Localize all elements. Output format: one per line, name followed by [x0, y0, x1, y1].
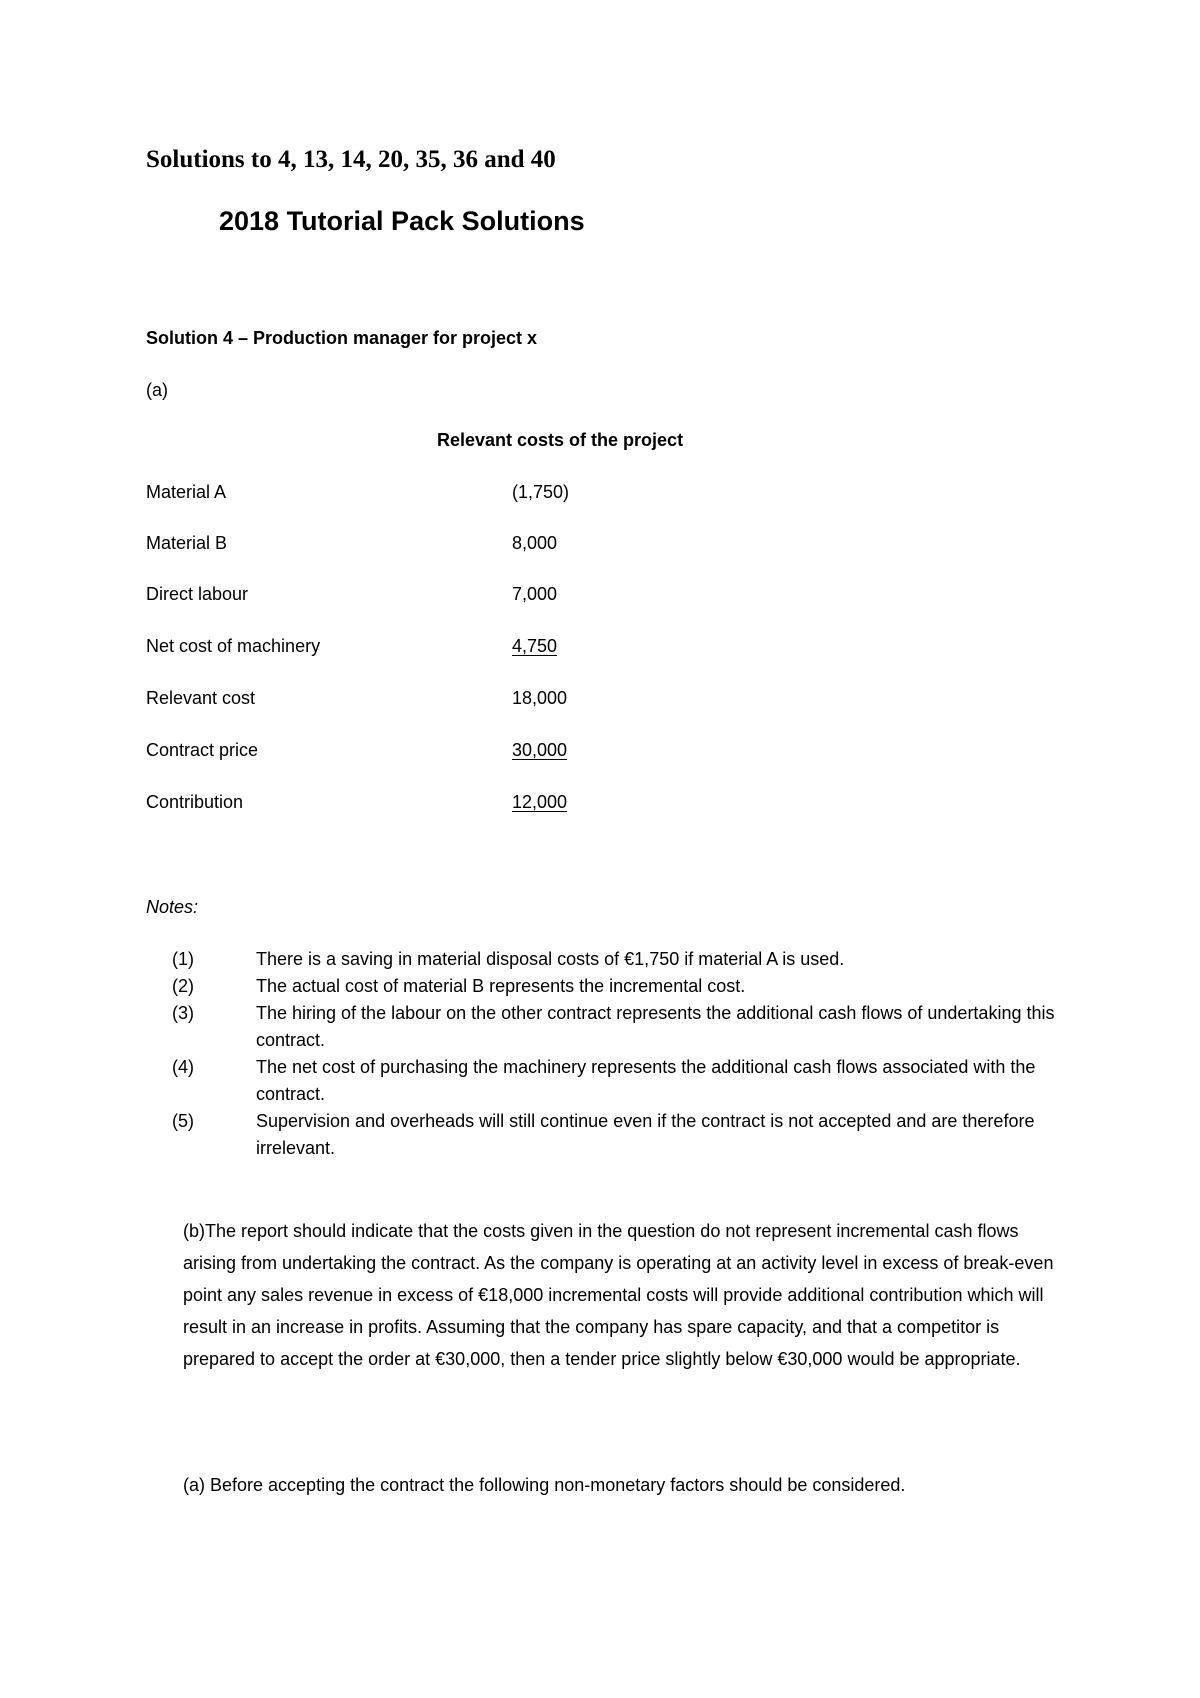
note-item	[172, 1000, 1072, 1054]
non-monetary-factors-intro: (a) Before accepting the contract the following non-monetary factors should be considered.	[183, 1475, 906, 1495]
cost-row-label: Net cost of machinery	[146, 636, 321, 656]
note-item	[172, 973, 1072, 1000]
note-text: The net cost of purchasing the machinery represents the additional cash flows associated with the contract.	[256, 1057, 1036, 1104]
document-heading: Solutions to 4, 13, 14, 20, 35, 36 and 40	[146, 146, 556, 173]
cost-row-label: Contribution	[146, 792, 244, 812]
cost-row-label: Direct labour	[146, 584, 249, 604]
note-number: (3)	[172, 1003, 194, 1023]
note-text: The hiring of the labour on the other contract represents the additional cash flows of undertaking this contract.	[256, 1003, 1055, 1050]
solution-title: Solution 4 – Production manager for project x	[146, 328, 538, 348]
note-number: (5)	[172, 1111, 194, 1131]
cost-row-label: Relevant cost	[146, 688, 256, 708]
note-number: (4)	[172, 1057, 194, 1077]
cost-table-title: Relevant costs of the project	[437, 430, 684, 450]
note-number: (1)	[172, 949, 194, 969]
note-item	[172, 946, 1072, 973]
cost-row-value: 12,000	[512, 792, 568, 812]
note-text: There is a saving in material disposal costs of €1,750 if material A is used.	[256, 949, 845, 969]
cost-row-value: 30,000	[512, 740, 568, 760]
cost-row-value: 18,000	[512, 688, 568, 708]
part-b-paragraph: (b)The report should indicate that the costs given in the question do not represent incremental cash flows arising from undertaking the contract. As the company is operating at an activity level in excess of break-even point any sales revenue in excess of €18,000 incremental costs will provide additional contribution which will result in an increase in profits. Assuming that the company has spare capacity, and that a competitor is prepared to accept the order at €30,000, then a tender price slightly below €30,000 would be appropriate.	[183, 1221, 1054, 1369]
notes-list	[172, 946, 1072, 1162]
note-item	[172, 1054, 1072, 1108]
note-number: (2)	[172, 976, 194, 996]
document-subheading: 2018 Tutorial Pack Solutions	[219, 206, 585, 236]
notes-label: Notes:	[146, 897, 199, 917]
part-a-label: (a)	[146, 380, 168, 400]
cost-row-value: 4,750	[512, 636, 558, 656]
cost-row-label: Material A	[146, 482, 227, 502]
cost-row-value: (1,750)	[512, 482, 570, 502]
note-item	[172, 1108, 1072, 1162]
cost-row-label: Contract price	[146, 740, 259, 760]
cost-row-value: 7,000	[512, 584, 558, 604]
note-text: Supervision and overheads will still continue even if the contract is not accepted and are therefore irrelevant.	[256, 1111, 1035, 1158]
cost-row-label: Material B	[146, 533, 228, 553]
note-text: The actual cost of material B represents the incremental cost.	[256, 976, 746, 996]
cost-row-value: 8,000	[512, 533, 558, 553]
